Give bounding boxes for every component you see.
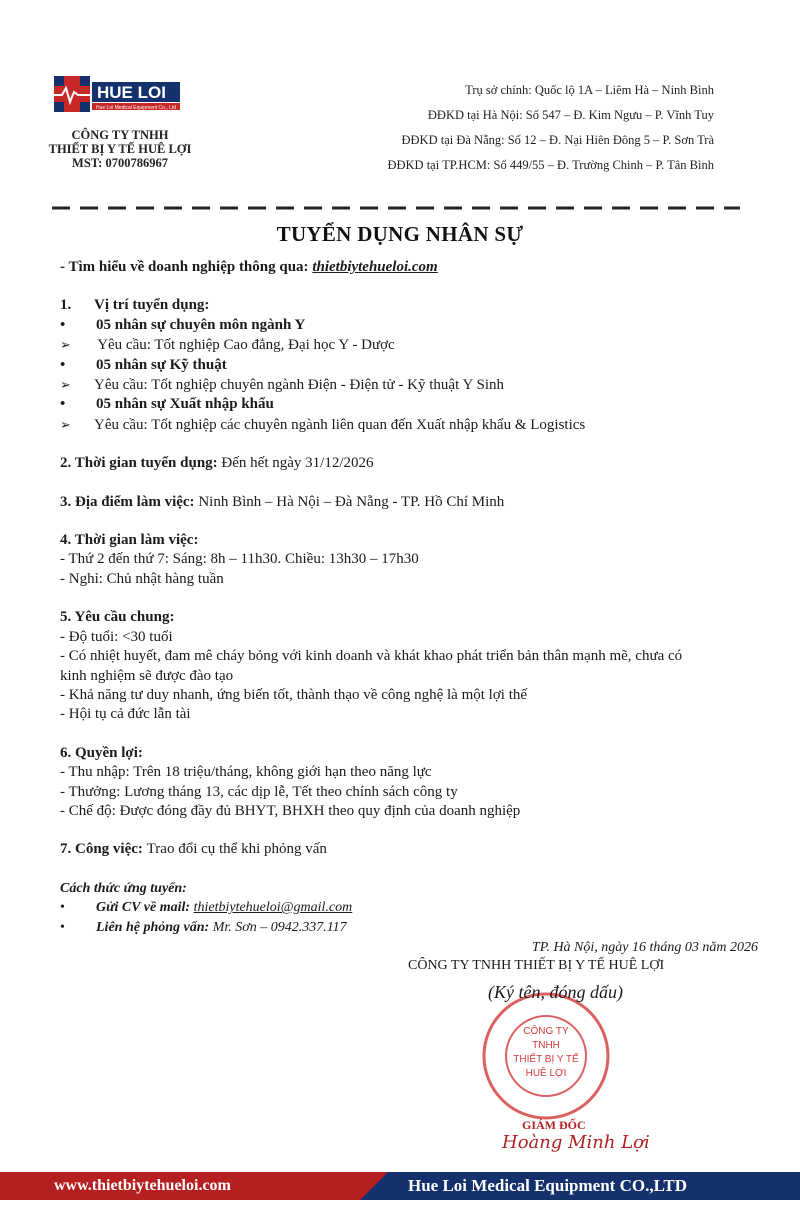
footer-bar bbox=[0, 1172, 800, 1200]
apply-contact-value: Mr. Sơn – 0942.337.117 bbox=[212, 919, 347, 935]
section-title: 2. Thời gian tuyển dụng: bbox=[60, 455, 222, 472]
apply-cv-label: Gửi CV về mail: bbox=[96, 900, 194, 916]
company-tax-id: MST: 0700786967 bbox=[72, 156, 168, 170]
section-7 bbox=[60, 840, 760, 859]
requirement-text: Yêu cầu: Tốt nghiệp các chuyên ngành liên quan đến Xuất nhập khẩu & Logistics bbox=[94, 416, 586, 433]
section-2 bbox=[60, 454, 760, 473]
section-number: 1. bbox=[60, 297, 72, 314]
apply-cv-line bbox=[60, 898, 760, 917]
position-requirement bbox=[60, 375, 760, 395]
section-6-line: - Thu nhập: Trên 18 triệu/tháng, không giới hạn theo năng lực bbox=[60, 764, 432, 781]
company-info bbox=[30, 128, 210, 170]
section-4-heading: 4. Thời gian làm việc: bbox=[60, 532, 199, 549]
svg-text:THIẾT BỊ Y TẾ: THIẾT BỊ Y TẾ bbox=[513, 1054, 579, 1065]
company-stamp bbox=[476, 986, 616, 1126]
position-name: 05 nhân sự Xuất nhập khẩu bbox=[96, 396, 274, 413]
section-6-line: - Thưởng: Lương tháng 13, các dịp lễ, Tết theo chính sách công ty bbox=[60, 783, 458, 800]
section-5-heading: 5. Yêu cầu chung: bbox=[60, 609, 175, 626]
intro-line bbox=[60, 258, 760, 277]
bullet-icon: • bbox=[60, 900, 65, 916]
section-5-line: - Khả năng tư duy nhanh, ứng biến tốt, thành thạo về công nghệ là một lợi thế bbox=[60, 686, 528, 703]
section-1-heading bbox=[60, 296, 760, 315]
position-requirement bbox=[60, 335, 760, 355]
svg-text:HUÊ LỢI: HUÊ LỢI bbox=[525, 1068, 567, 1079]
apply-heading: Cách thức ứng tuyển: bbox=[60, 880, 187, 896]
address-danang: ĐĐKD tại Đà Nẵng: Số 12 – Đ. Nại Hiên Đông 5 – P. Sơn Trà bbox=[401, 133, 714, 147]
section-value: Ninh Bình – Hà Nội – Đà Nẵng - TP. Hồ Chí Minh bbox=[198, 493, 505, 510]
section-4-line: - Thứ 2 đến thứ 7: Sáng: 8h – 11h30. Chiều: 13h30 – 17h30 bbox=[60, 551, 419, 568]
director-signature: Hoàng Minh Lợi bbox=[502, 1132, 650, 1153]
requirement-text: Yêu cầu: Tốt nghiệp Cao đẳng, Đại học Y - Dược bbox=[94, 337, 395, 354]
section-6-line: - Chế độ: Được đóng đầy đủ BHYT, BHXH theo quy định của doanh nghiệp bbox=[60, 802, 521, 819]
svg-text:TNHH: TNHH bbox=[532, 1040, 560, 1051]
director-title: GIÁM ĐỐC bbox=[522, 1118, 586, 1132]
signature-note: (Ký tên, đóng dấu) bbox=[488, 982, 623, 1002]
position-title bbox=[60, 316, 760, 335]
section-title: 7. Công việc: bbox=[60, 841, 147, 858]
footer-website[interactable]: www.thietbiytehueloi.com bbox=[0, 1172, 360, 1200]
position-title bbox=[60, 395, 760, 414]
bullet-icon: • bbox=[60, 316, 66, 333]
signature-date: TP. Hà Nội, ngày 16 tháng 03 năm 2026 bbox=[531, 940, 758, 955]
footer-company: Hue Loi Medical Equipment CO.,LTD bbox=[388, 1172, 800, 1200]
company-line: CÔNG TY TNHH bbox=[71, 128, 169, 142]
website-link[interactable]: thietbiytehueloi.com bbox=[312, 259, 438, 275]
section-5-line: - Hội tụ cả đức lẫn tài bbox=[60, 706, 191, 723]
apply-contact-line bbox=[60, 918, 760, 937]
company-logo bbox=[52, 74, 182, 114]
logo-mark bbox=[52, 74, 182, 114]
arrow-icon: ➢ bbox=[60, 377, 71, 393]
signature-company: CÔNG TY TNHH THIẾT BỊ Y TẾ HUÊ LỢI bbox=[408, 958, 665, 973]
page-title: TUYỂN DỤNG NHÂN SỰ bbox=[276, 222, 524, 246]
address-hcm: ĐĐKD tại TP.HCM: Số 449/55 – Đ. Trường Chinh – P. Tân Bình bbox=[387, 158, 714, 172]
section-4-line: - Nghỉ: Chủ nhật hàng tuần bbox=[60, 570, 224, 587]
position-name: 05 nhân sự Kỹ thuật bbox=[96, 356, 227, 373]
section-5-line: - Độ tuổi: <30 tuổi bbox=[60, 628, 173, 645]
svg-text:HUE LOI: HUE LOI bbox=[97, 83, 166, 102]
svg-text:CÔNG TY: CÔNG TY bbox=[523, 1026, 569, 1037]
section-value: Đến hết ngày 31/12/2026 bbox=[221, 455, 374, 472]
svg-text:Hue Loi Medical Equipment Co.,: Hue Loi Medical Equipment Co., Ltd bbox=[96, 105, 177, 111]
footer-divider bbox=[360, 1172, 388, 1200]
section-3 bbox=[60, 493, 760, 512]
apply-contact-label: Liên hệ phỏng vấn: bbox=[96, 919, 213, 935]
arrow-icon: ➢ bbox=[60, 416, 71, 432]
document-body bbox=[60, 258, 760, 937]
section-title: 3. Địa điểm làm việc: bbox=[60, 493, 199, 510]
bullet-icon: • bbox=[60, 919, 65, 935]
section-6-heading: 6. Quyền lợi: bbox=[60, 744, 143, 761]
section-value: Trao đổi cụ thể khi phỏng vấn bbox=[146, 841, 327, 858]
bullet-icon: • bbox=[60, 396, 66, 413]
arrow-icon: ➢ bbox=[60, 337, 71, 353]
section-title: Vị trí tuyển dụng: bbox=[94, 297, 210, 314]
address-head-office: Trụ sở chính: Quốc lộ 1A – Liêm Hà – Ninh Bình bbox=[465, 83, 714, 97]
apply-email-link[interactable]: thietbiytehueloi@gmail.com bbox=[193, 900, 353, 916]
requirement-text: Yêu cầu: Tốt nghiệp chuyên ngành Điện - Điện tử - Kỹ thuật Y Sinh bbox=[94, 377, 504, 394]
section-5-line: - Có nhiệt huyết, đam mê cháy bỏng với kinh doanh và khát khao phát triển bản thân mạnh mẽ, chưa có bbox=[60, 648, 683, 665]
address-hanoi: ĐĐKD tại Hà Nội: Số 547 – Đ. Kim Ngưu – P. Vĩnh Tuy bbox=[427, 108, 714, 122]
intro-label: - Tìm hiểu về doanh nghiệp thông qua: bbox=[60, 259, 313, 275]
position-name: 05 nhân sự chuyên môn ngành Y bbox=[96, 316, 306, 333]
company-line: THIẾT BỊ Y TẾ HUÊ LỢI bbox=[48, 142, 192, 156]
bullet-icon: • bbox=[60, 356, 66, 373]
dashed-divider bbox=[52, 199, 740, 207]
section-5-line: kinh nghiệm sẽ được đào tạo bbox=[60, 667, 234, 684]
position-title bbox=[60, 356, 760, 375]
position-requirement bbox=[60, 415, 760, 435]
